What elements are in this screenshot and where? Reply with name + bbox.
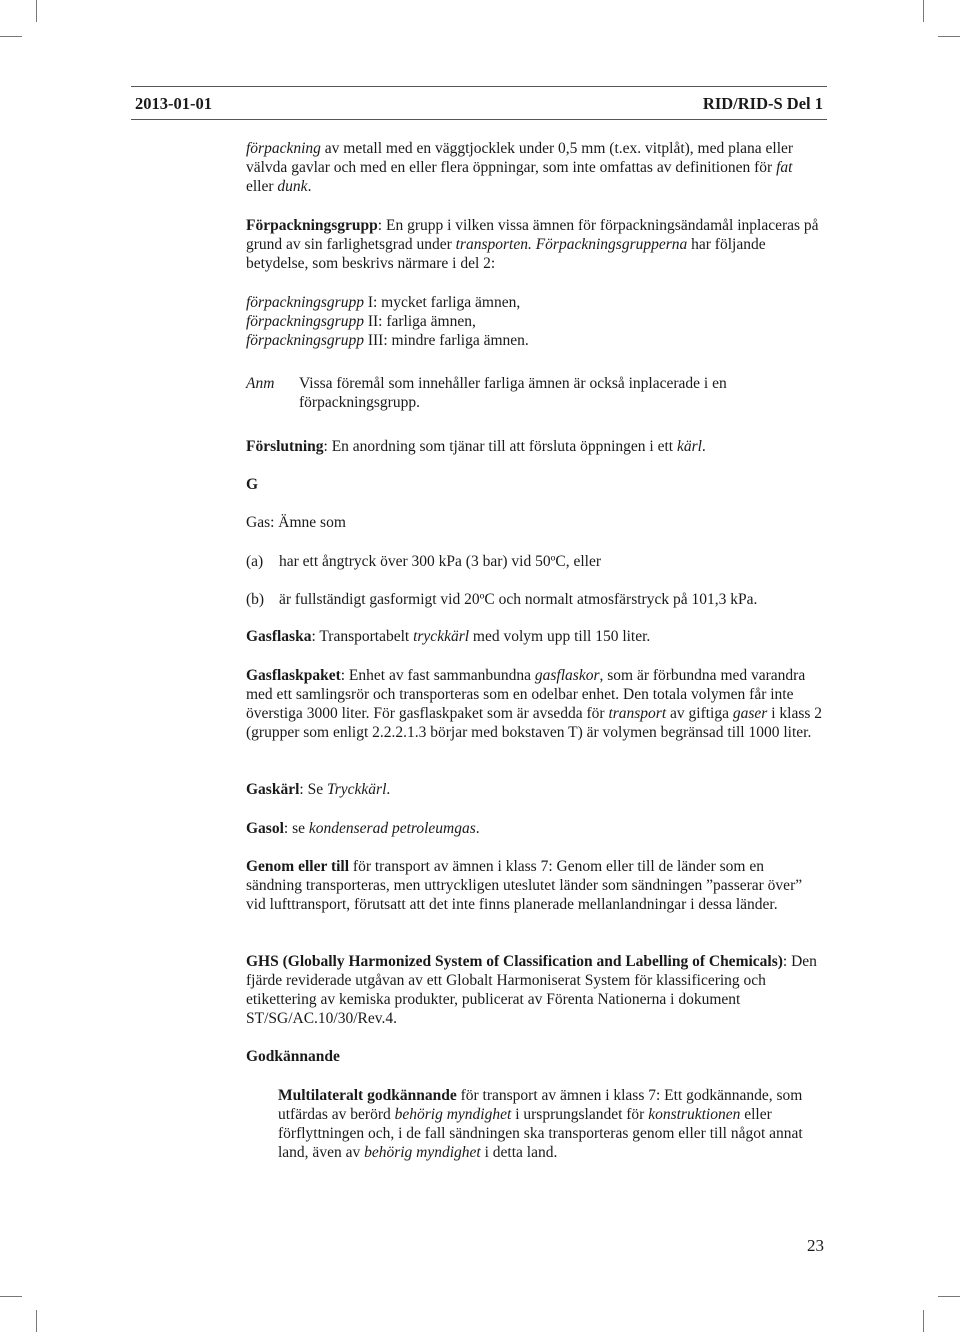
text: III: mindre farliga ämnen. bbox=[363, 332, 529, 349]
heading-godkannande: Godkännande bbox=[246, 1048, 340, 1065]
paragraph-gasflaskpaket bbox=[246, 666, 822, 742]
gas-item-a bbox=[246, 552, 822, 572]
paragraph-gaskarl bbox=[246, 780, 822, 799]
text: med volym upp till 150 liter. bbox=[469, 628, 651, 645]
text: : En grupp i vilken vissa ämnen för förpackningsändamål inplaceras på grund av sin farlighetsgrad under bbox=[246, 217, 819, 253]
term: gaser bbox=[732, 705, 768, 722]
term: förpackningsgrupp bbox=[246, 332, 364, 349]
term: förpackningsgrupp bbox=[246, 294, 364, 311]
paragraph-forpackningsgrupp bbox=[246, 216, 822, 273]
item-label: (b) bbox=[246, 591, 265, 608]
list-item bbox=[246, 293, 822, 312]
text: . bbox=[475, 820, 480, 837]
text: . bbox=[386, 781, 391, 798]
packing-group-list bbox=[246, 293, 822, 350]
item-text: har ett ångtryck över 300 kPa (3 bar) vid 50ºC, eller bbox=[279, 553, 602, 570]
page-header bbox=[131, 86, 827, 120]
note-text: Vissa föremål som innehåller farliga ämnen är också inplacerade i en förpackningsgrupp. bbox=[299, 375, 727, 411]
paragraph-gasol bbox=[246, 819, 822, 838]
item-label: (a) bbox=[246, 553, 264, 570]
gas-intro: Gas: Ämne som bbox=[246, 514, 346, 531]
crop-mark bbox=[923, 0, 924, 22]
term: kondenserad petroleumgas bbox=[308, 820, 476, 837]
text: . bbox=[307, 178, 312, 195]
text: i detta land. bbox=[480, 1144, 558, 1161]
term: fat bbox=[776, 159, 793, 176]
text: eller bbox=[246, 178, 278, 195]
list-item bbox=[246, 312, 822, 331]
header-date: 2013-01-01 bbox=[135, 93, 212, 113]
paragraph-forpackning bbox=[246, 139, 822, 196]
term: Tryckkärl bbox=[326, 781, 387, 798]
crop-mark bbox=[938, 36, 960, 37]
term: gasflaskor bbox=[534, 667, 600, 684]
term: förpackningsgrupp bbox=[246, 313, 364, 330]
gas-item-b bbox=[246, 590, 822, 610]
list-item bbox=[246, 331, 822, 350]
text: . bbox=[701, 438, 706, 455]
note-label: Anm bbox=[246, 375, 275, 392]
paragraph-ghs bbox=[246, 952, 822, 1028]
crop-mark bbox=[938, 1296, 960, 1297]
text: eller förflyttningen och, i de fall sändningen ska transporteras genom eller till något annat land, även av bbox=[278, 1106, 803, 1161]
note-block bbox=[246, 374, 822, 414]
text: I: mycket farliga ämnen, bbox=[363, 294, 521, 311]
term: transporten. bbox=[455, 236, 532, 253]
text: , som är förbundna med varandra med ett samlingsrör och transporteras som en odelbar enhet. Den totala volymen får inte överstiga 3000 liter. För gasflaskpaket som är avsedda för bbox=[246, 667, 806, 722]
text: : Den fjärde reviderade utgåvan av ett Globalt Harmoniserat System för klassificering och etikettering av kemiska produkter, publicerat av Förenta Nationerna i dokument ST/SG/AC.10/30/Rev.4. bbox=[246, 953, 817, 1027]
definition-term: Förpackningsgrupp bbox=[246, 217, 378, 234]
term: transport bbox=[608, 705, 667, 722]
section-letter-g: G bbox=[246, 476, 259, 493]
definition-term: Multilateralt godkännande bbox=[278, 1087, 457, 1104]
term: tryckkärl bbox=[413, 628, 470, 645]
term: behörig myndighet bbox=[394, 1106, 512, 1123]
page-number: 23 bbox=[807, 1236, 824, 1255]
term: konstruktionen bbox=[648, 1106, 741, 1123]
term: förpackning bbox=[246, 140, 321, 157]
text: för transport av ämnen i klass 7: Genom eller till de länder som en sändning transporteras, men uttryckligen uteslutet länder som sändningen ”passerar över” vid lufttransport, förutsatt att det inte finns planerade mellanlandningar i dessa länder. bbox=[246, 858, 803, 913]
definition-term: Gasflaska bbox=[246, 628, 312, 645]
definition-term: Genom eller till bbox=[246, 858, 350, 875]
text: : En anordning som tjänar till att försluta öppningen i ett bbox=[323, 438, 677, 455]
term: kärl bbox=[676, 438, 702, 455]
crop-mark bbox=[36, 1310, 37, 1332]
definition-term: Gaskärl bbox=[246, 781, 300, 798]
text: : se bbox=[283, 820, 309, 837]
text: för transport av ämnen i klass 7: Ett godkännande, som utfärdas av berörd bbox=[278, 1087, 803, 1123]
term: Förpackningsgrupperna bbox=[535, 236, 688, 253]
crop-mark bbox=[0, 1296, 22, 1297]
text: : Se bbox=[299, 781, 327, 798]
crop-mark bbox=[36, 0, 37, 22]
text: i klass 2 (grupper som enligt 2.2.2.1.3 börjar med bokstaven T) är volymen begränsad till 1000 liter. bbox=[246, 705, 823, 741]
term: behörig myndighet bbox=[364, 1144, 481, 1161]
definition-term: GHS (Globally Harmonized System of Classification and Labelling of Chemicals) bbox=[246, 953, 783, 970]
text: av metall med en väggtjocklek under 0,5 mm (t.ex. vitplåt), med plana eller välvda gavlar och med en eller flera öppningar, som inte omfattas av definitionen för bbox=[246, 140, 794, 176]
paragraph-genom-eller-till bbox=[246, 857, 822, 914]
text: : Transportabelt bbox=[311, 628, 414, 645]
item-text: är fullständigt gasformigt vid 20ºC och normalt atmosfärstryck på 101,3 kPa. bbox=[279, 591, 758, 608]
definition-term: Förslutning bbox=[246, 438, 324, 455]
header-document-title: RID/RID-S Del 1 bbox=[702, 93, 823, 113]
term: dunk bbox=[277, 178, 308, 195]
crop-mark bbox=[923, 1310, 924, 1332]
definition-term: Gasflaskpaket bbox=[246, 667, 341, 684]
paragraph-forslutning bbox=[246, 437, 822, 456]
definition-term: Gasol bbox=[246, 820, 284, 837]
text: av giftiga bbox=[666, 705, 733, 722]
text: har följande betydelse, som beskrivs närmare i del 2: bbox=[246, 236, 766, 272]
crop-mark bbox=[0, 36, 22, 37]
text: i ursprungslandet för bbox=[511, 1106, 649, 1123]
text: II: farliga ämnen, bbox=[363, 313, 476, 330]
paragraph-gasflaska bbox=[246, 627, 822, 646]
paragraph-multilateralt-godkannande bbox=[278, 1086, 822, 1162]
text: : Enhet av fast sammanbundna bbox=[340, 667, 535, 684]
